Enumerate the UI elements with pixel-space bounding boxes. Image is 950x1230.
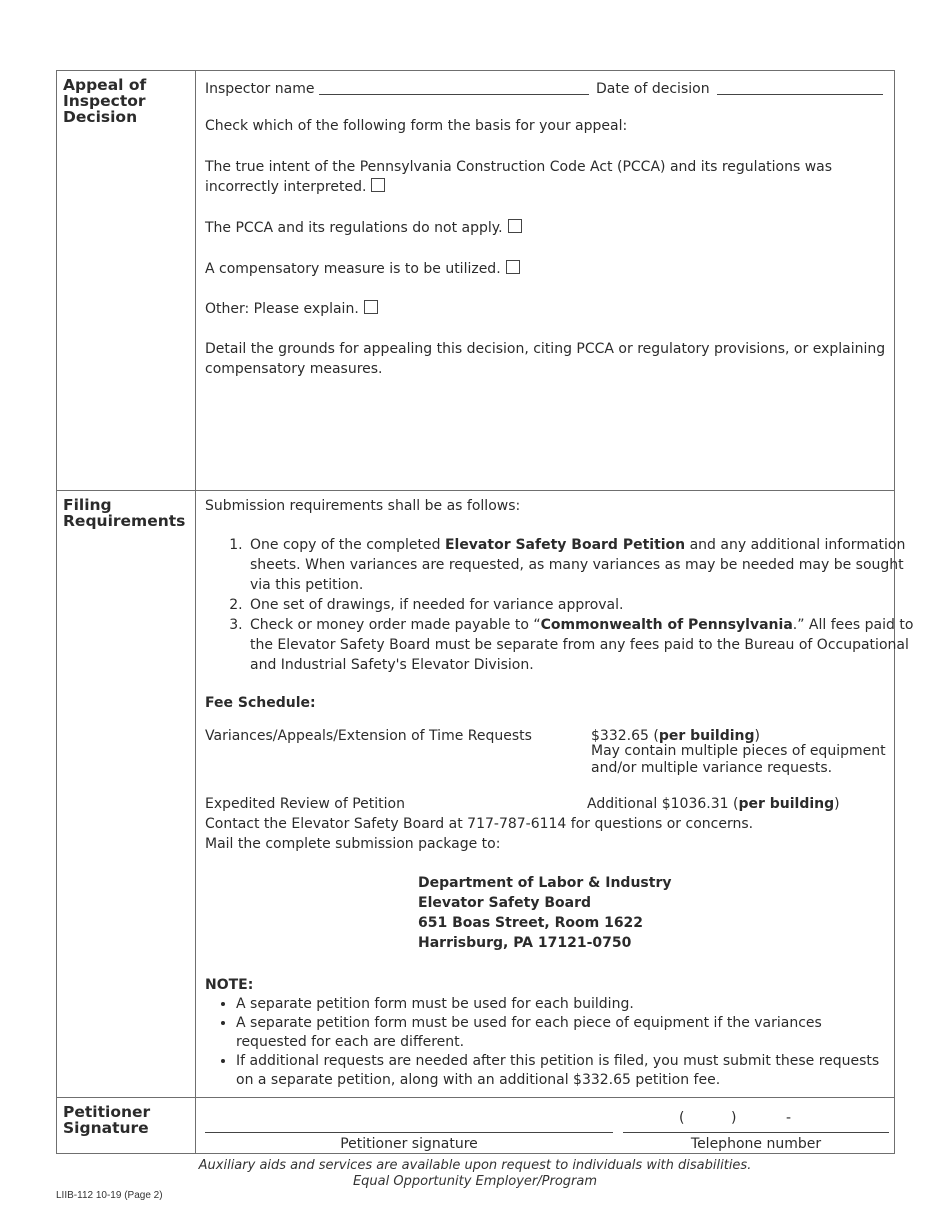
option-not-apply-text: The PCCA and its regulations do not apply. — [205, 220, 503, 236]
inspector-name-label: Inspector name — [205, 81, 315, 97]
address-line: Harrisburg, PA 17121-0750 — [418, 935, 632, 951]
address-line: Department of Labor & Industry — [418, 875, 672, 891]
requirement-text: One set of drawings, if needed for variance approval. — [250, 597, 624, 613]
option-misinterpreted-checkbox[interactable] — [371, 178, 385, 192]
requirement-item — [247, 535, 927, 595]
requirement-text: Check or money order made payable to “ — [250, 617, 541, 633]
petitioner-signature-caption: Petitioner signature — [340, 1136, 478, 1152]
filing-section-label: Filing Requirements — [57, 491, 196, 1098]
fee1-note1: May contain multiple pieces of equipment — [591, 743, 886, 759]
requirement-bold: Commonwealth of Pennsylvania — [540, 617, 793, 633]
option-other-checkbox[interactable] — [364, 300, 378, 314]
date-of-decision-label: Date of decision — [596, 81, 710, 97]
telephone-field[interactable] — [623, 1098, 889, 1133]
option-not-apply-checkbox[interactable] — [508, 219, 522, 233]
telephone-caption: Telephone number — [690, 1136, 822, 1152]
date-of-decision-field[interactable] — [717, 94, 883, 95]
appeal-section-label: Appeal of Inspector Decision — [57, 71, 196, 490]
petitioner-signature-field[interactable] — [205, 1132, 613, 1133]
option-compensatory — [205, 259, 520, 279]
option-other — [205, 299, 378, 319]
notes-list — [205, 995, 896, 1090]
address-line: Elevator Safety Board — [418, 895, 591, 911]
note-item: • A separate petition form must be used for each building. — [236, 995, 896, 1014]
requirement-text: One copy of the completed — [250, 537, 445, 553]
appeal-detail-instructions: Detail the grounds for appealing this decision, citing PCCA or regulatory provisions, or explaining compensatory measures. — [205, 341, 886, 377]
option-misinterpreted-text: The true intent of the Pennsylvania Construction Code Act (PCCA) and its regulations was incorrectly interpreted. — [205, 159, 833, 195]
fee-schedule-heading: Fee Schedule: — [205, 695, 316, 711]
note-item: • A separate petition form must be used for each piece of equipment if the variances requested for each are different. — [236, 1014, 896, 1052]
phone-paren-close: ) — [731, 1110, 737, 1126]
fee1-amount-close: ) — [754, 728, 760, 744]
fee2-amount-bold: per building — [738, 796, 835, 812]
option-other-text: Other: Please explain. — [205, 301, 359, 317]
requirement-bold: Elevator Safety Board Petition — [444, 537, 686, 553]
fee1-amount-bold: per building — [658, 728, 755, 744]
fee2-name: Expedited Review of Petition — [205, 796, 405, 812]
option-misinterpreted — [205, 157, 865, 197]
appeal-detail-area[interactable] — [205, 381, 885, 481]
note-heading: NOTE: — [205, 977, 254, 993]
option-compensatory-text: A compensatory measure is to be utilized. — [205, 261, 501, 277]
requirement-item — [247, 615, 927, 675]
phone-dash: - — [786, 1110, 792, 1126]
fee1-note2: and/or multiple variance requests. — [591, 760, 833, 776]
phone-paren-open: ( — [679, 1110, 685, 1126]
requirement-text: .” All fees paid to the Elevator Safety Board must be separate from any fees paid to the Bureau of Occupational and Industrial Safety's Elevator Division. — [250, 617, 914, 673]
fee2-amount-close: ) — [834, 796, 840, 812]
submission-intro: Submission requirements shall be as follows: — [205, 498, 521, 514]
signature-section-label: Petitioner Signature — [57, 1098, 196, 1154]
fee2-amount — [587, 794, 840, 814]
footer — [0, 1158, 950, 1190]
accessibility-statement: Auxiliary aids and services are available upon request to individuals with disabilities. — [198, 1158, 752, 1173]
form-id: LIIB-112 10-19 (Page 2) — [56, 1190, 163, 1201]
fee1-amount-text: $332.65 ( — [591, 728, 659, 744]
fee2-amount-text: Additional $1036.31 ( — [587, 796, 739, 812]
filing-section — [57, 490, 914, 1098]
mail-instruction: Mail the complete submission package to: — [205, 836, 501, 852]
requirement-item — [247, 595, 927, 615]
form-table — [56, 70, 914, 1154]
signature-section — [57, 1097, 894, 1154]
inspector-name-field[interactable] — [319, 94, 589, 95]
note-item: • If additional requests are needed after this petition is filed, you must submit these requests on a separate petition, along with an additional $332.65 petition fee. — [236, 1052, 896, 1090]
equal-opportunity-statement: Equal Opportunity Employer/Program — [352, 1174, 598, 1189]
option-not-apply — [205, 218, 522, 238]
fee1-name: Variances/Appeals/Extension of Time Requests — [205, 728, 532, 744]
requirement-text: and any additional information sheets. When variances are requested, as many variances as may be needed may be sought via this petition. — [250, 537, 906, 593]
option-compensatory-checkbox[interactable] — [506, 260, 520, 274]
mailing-address — [418, 873, 671, 953]
address-line: 651 Boas Street, Room 1622 — [418, 915, 644, 931]
contact-info: Contact the Elevator Safety Board at 717-787-6114 for questions or concerns. — [205, 816, 754, 832]
appeal-basis-intro: Check which of the following form the basis for your appeal: — [205, 118, 628, 134]
requirements-list — [205, 535, 927, 675]
appeal-section — [57, 71, 894, 490]
